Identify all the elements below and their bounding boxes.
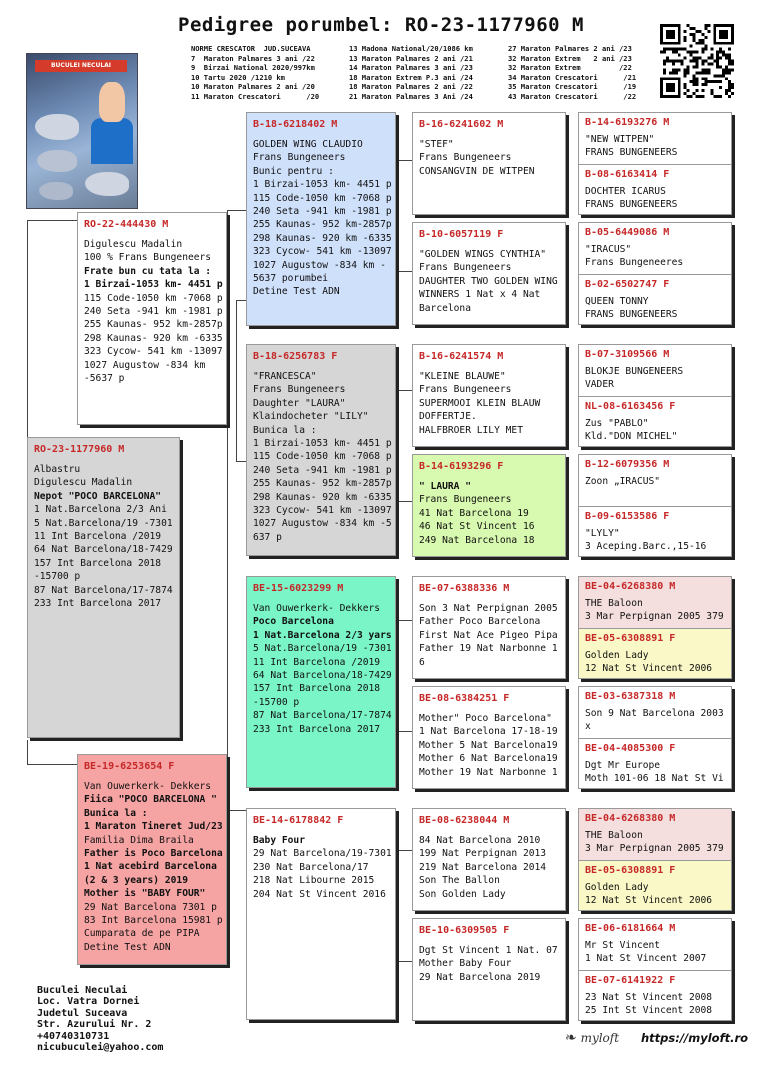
card-line: Son The Ballon [419, 875, 500, 887]
result-line: 13 Madona National/20/1086 km [349, 44, 473, 53]
card-line: 323 Cycow- 541 km -13097 [253, 246, 392, 258]
contact-email[interactable]: nicubuculei@yahoo.com [37, 1042, 164, 1054]
card-line: "LYLY" [585, 528, 620, 539]
ring-number: B-07-3109566 M [585, 349, 670, 360]
ancestor-male [579, 577, 731, 628]
grandfather-maternal-card [246, 576, 396, 788]
breeder-contact [37, 985, 163, 1053]
result-line: 21 Maraton Palmares 3 Ani /24 [349, 91, 473, 101]
ring-number: BE-05-6308891 F [585, 633, 676, 644]
pigeon-card [27, 437, 180, 738]
card-line: 233 Int Barcelona 2017 [34, 598, 162, 610]
ring-number: BE-06-6181664 M [585, 923, 676, 934]
card-line: 3 Aceping.Barc.,15-16 [585, 541, 707, 553]
ring-number: BE-14-6178842 F [253, 815, 344, 826]
ring-number: BE-04-6268380 M [585, 581, 676, 592]
card-line: 323 Cycow- 541 km -13097 [253, 505, 392, 517]
card-line: 11 Int Barcelona /2019 [253, 656, 381, 668]
card-line: 240 Seta -941 km -1981 p [253, 464, 392, 476]
ring-number: B-18-6256783 F [253, 351, 338, 362]
ring-number: B-08-6163414 F [585, 169, 670, 180]
card-line: 29 Nat Barcelona 7301 p [84, 901, 217, 913]
ring-number: RO-23-1177960 M [34, 444, 125, 455]
card-line: 11 Int Barcelona /2019 [34, 531, 162, 543]
card-line: Son Golden Lady [419, 888, 506, 900]
great-grandparent-card [412, 918, 566, 1021]
card-line: THE Baloon [585, 830, 643, 841]
ancestor-female [579, 396, 731, 447]
card-line: 1027 Augustow -834 km [84, 359, 206, 371]
card-line: 1027 Augustow -834 km -5 [253, 518, 392, 530]
card-line: 1 Nat St Vincent 2007 [585, 953, 707, 965]
card-line: Frans Bungeneers [419, 494, 512, 506]
card-line: 5637 porumbei [253, 273, 329, 285]
ancestor-pair-card [578, 454, 732, 557]
ring-number: BE-19-6253654 F [84, 761, 175, 772]
card-line: Bunic pentru : [253, 165, 334, 177]
dove-icon: ❧ [565, 1030, 577, 1046]
ring-number: BE-10-6309505 F [419, 925, 510, 936]
result-line: 32 Maraton Extrem 2 ani /23 [508, 53, 632, 63]
card-line: Mother 6 Nat Barcelona19 [419, 753, 558, 765]
card-line: 1 Nat.Barcelona 2/3 Ani [34, 504, 167, 516]
ancestor-pair-card [578, 686, 732, 789]
ancestor-female [579, 628, 731, 679]
card-line: Klaindocheter "LILY" [253, 411, 369, 423]
card-line: 323 Cycow- 541 km -13097 [84, 346, 223, 358]
great-grandparent-card [412, 344, 566, 447]
card-line: 255 Kaunas- 952 km-2857p [253, 219, 392, 231]
ancestor-female [579, 970, 731, 1021]
great-grandparent-card [412, 454, 566, 557]
grandmother-paternal-card [246, 344, 396, 556]
card-line: 87 Nat Barcelona/17-7874 [34, 584, 173, 596]
card-line: 230 Nat Barcelona/17 [253, 861, 369, 873]
card-line: Van Ouwerkerk- Dekkers [253, 603, 381, 614]
qr-code-icon [660, 22, 734, 100]
card-line: HALFBROER LILY MET [419, 424, 523, 436]
card-line: 12 Nat St Vincent 2006 [585, 663, 713, 675]
card-line: Son 9 Nat Barcelona 2003 [585, 708, 724, 719]
card-line: Van Ouwerkerk- Dekkers [84, 781, 212, 792]
card-line: 1 Nat.Barcelona 2/3 yars [253, 629, 392, 641]
card-line: Zus "PABLO" [585, 418, 649, 429]
great-grandparent-card [412, 808, 566, 911]
card-line: 25 Int St Vincent 2008 [585, 1005, 713, 1017]
myloft-logo [565, 1030, 619, 1046]
card-line: 637 p [253, 531, 282, 543]
card-line: 5 Nat.Barcelona/19 -7301 [253, 643, 392, 655]
card-line: Father Poco Barcelona [419, 616, 541, 628]
card-line: "GOLDEN WINGS CYNTHIA" [419, 249, 547, 260]
ancestor-female [579, 164, 731, 215]
result-line: 27 Maraton Palmares 2 ani /23 [508, 44, 632, 53]
photo-banner: BUCULEI NECULAI [35, 60, 127, 72]
great-grandparent-card [412, 686, 566, 789]
card-line: 240 Seta -941 km -1981 p [253, 206, 392, 218]
card-line: Daughter "LAURA" [253, 397, 346, 409]
card-line: Poco Barcelona [253, 616, 334, 628]
results-column-2 [349, 44, 473, 101]
result-line: 34 Maraton Crescatori /21 [508, 72, 637, 82]
card-line: 3 Mar Perpignan 2005 379 [585, 611, 724, 623]
card-line: 255 Kaunas- 952 km-2857p [253, 478, 392, 490]
grandfather-paternal-card [246, 112, 396, 326]
result-line: NORME CRESCATOR JUD.SUCEAVA [191, 44, 311, 53]
result-line: 43 Maraton Crescatori /22 [508, 91, 637, 101]
breeder-photo [26, 53, 138, 209]
father-card [77, 212, 227, 425]
card-line: QUEEN TONNY [585, 296, 649, 307]
contact-county: Judetul Suceava [37, 1007, 128, 1019]
website-link[interactable]: https://myloft.ro [641, 1031, 749, 1045]
card-line: 5 Nat.Barcelona/19 -7301 [34, 517, 173, 529]
ancestor-pair-card [578, 112, 732, 215]
card-line: Zoon „IRACUS" [585, 476, 661, 487]
card-line: 218 Nat Libourne 2015 [253, 875, 375, 887]
card-line: 83 Int Barcelona 15981 p [84, 915, 223, 927]
great-grandparent-card [412, 576, 566, 679]
result-line: 11 Maraton Crescatori /20 [191, 91, 320, 101]
ancestor-pair-card [578, 808, 732, 911]
card-line: "FRANCESCA" [253, 371, 317, 382]
card-line: Frans Bungeneers [419, 384, 512, 396]
card-line: Nepot "POCO BARCELONA" [34, 490, 162, 502]
contact-name: Buculei Neculai [37, 985, 128, 996]
card-line: 1 Nat Barcelona 17-18-19 [419, 726, 558, 738]
card-line: Frans Bungeneeres [585, 257, 684, 269]
ring-number: BE-08-6384251 F [419, 693, 510, 704]
card-line: Familia Dima Braila [84, 834, 194, 846]
result-line: 9 Birzai National 2020/997km [191, 63, 315, 72]
card-line: 115 Code-1050 km -7068 p [253, 451, 392, 463]
card-line: Dgt St Vincent 1 Nat. 07 [419, 945, 558, 956]
card-line: DOFFERTJE. [419, 411, 477, 423]
ring-number: BE-04-4085300 F [585, 743, 676, 754]
card-line: FRANS BUNGENEERS [585, 309, 678, 321]
card-line: 115 Code-1050 km -7068 p [84, 292, 223, 304]
ancestor-male [579, 919, 731, 970]
ring-number: RO-22-444430 M [84, 219, 169, 230]
card-line: 157 Int Barcelona 2018 [34, 557, 162, 569]
ring-number: B-02-6502747 F [585, 279, 670, 290]
card-line: Mother Baby Four [419, 958, 512, 970]
card-line: 219 Nat Barcelona 2014 [419, 861, 547, 873]
result-line: 7 Maraton Palmares 3 ani /22 [191, 53, 315, 63]
card-line: 1 Maraton Tineret Jud/23 [84, 821, 223, 833]
card-line: -5637 p [84, 373, 125, 385]
card-line: Barcelona [419, 302, 471, 314]
card-line: Detine Test ADN [253, 286, 340, 298]
card-line: BLOKJE BUNGENEERS [585, 366, 684, 377]
card-line: 255 Kaunas- 952 km-2857p [84, 319, 223, 331]
card-line: FRANS BUNGENEERS [585, 199, 678, 211]
card-line: Albastru [34, 464, 81, 475]
contact-locality: Loc. Vatra Dornei [37, 996, 140, 1008]
result-line: 14 Maraton Palmares 3 ani /23 [349, 63, 473, 72]
ancestor-pair-card [578, 222, 732, 325]
card-line: 12 Nat St Vincent 2006 [585, 895, 713, 907]
card-line: Son 3 Nat Perpignan 2005 [419, 603, 558, 614]
ring-number: BE-03-6387318 M [585, 691, 676, 702]
logo-text: myloft [580, 1031, 620, 1045]
card-line: "STEF" [419, 139, 454, 150]
card-line: 298 Kaunas- 920 km -6335 [253, 491, 392, 503]
card-line: DAUGHTER TWO GOLDEN WING [419, 275, 558, 287]
card-line: 1 Birzai-1053 km- 4451 p [253, 179, 392, 191]
card-line: Bunica la : [84, 807, 148, 819]
ring-number: BE-05-6308891 F [585, 865, 676, 876]
card-line: 87 Nat Barcelona/17-7874 [253, 710, 392, 722]
card-line: 64 Nat Barcelona/18-7429 [253, 670, 392, 682]
ring-number: BE-08-6238044 M [419, 815, 510, 826]
ancestor-pair-card [578, 576, 732, 679]
card-line: "NEW WITPEN" [585, 134, 655, 145]
card-line: 6 [419, 656, 425, 668]
ring-number: BE-07-6388336 M [419, 583, 510, 594]
card-line: Mother" Poco Barcelona" [419, 713, 552, 724]
card-line: 1 Birzai-1053 km- 4451 p [84, 279, 223, 291]
results-column-3 [508, 44, 636, 101]
card-line: SUPERMOOI KLEIN BLAUW [419, 397, 541, 409]
ancestor-female [579, 860, 731, 911]
card-line: Frans Bungeneers [253, 384, 346, 396]
ring-number: B-05-6449086 M [585, 227, 670, 238]
card-line: 1 Nat acebird Barcelona [84, 861, 217, 873]
card-line: x [585, 721, 591, 733]
card-line: Father is Poco Barcelona [84, 848, 223, 860]
card-line: 64 Nat Barcelona/18-7429 [34, 544, 173, 556]
card-line: Cumparata de pe PIPA [84, 928, 200, 940]
ancestor-female [579, 506, 731, 557]
card-line: Baby Four [253, 835, 305, 846]
card-line: Digulescu Madalin [84, 239, 183, 250]
card-line: Mother 19 Nat Narbonne 1 [419, 766, 558, 778]
results-column-1 [191, 44, 319, 101]
card-line: 1 Birzai-1053 km- 4451 p [253, 438, 392, 450]
card-line: "KLEINE BLAUWE" [419, 371, 506, 382]
card-line: Father 19 Nat Narbonne 1 [419, 643, 558, 655]
ring-number: B-18-6218402 M [253, 119, 338, 130]
result-line: 10 Tartu 2020 /1210 km [191, 72, 285, 82]
card-line: 298 Kaunas- 920 km -6335 [253, 232, 392, 244]
ancestor-male [579, 345, 731, 396]
card-line: 23 Nat St Vincent 2008 [585, 992, 713, 1003]
ancestor-male [579, 455, 731, 506]
card-line: Golden Lady [585, 882, 649, 893]
card-line: Frans Bungeneers [419, 262, 512, 274]
card-line: 240 Seta -941 km -1981 p [84, 306, 223, 318]
ring-number: B-14-6193296 F [419, 461, 504, 472]
card-line: CONSANGVIN DE WITPEN [419, 165, 535, 177]
ancestor-female [579, 274, 731, 325]
card-line: 41 Nat Barcelona 19 [419, 507, 529, 519]
card-line: Detine Test ADN [84, 941, 171, 953]
result-line: 18 Maraton Palmares 2 ani /22 [349, 82, 473, 91]
card-line: Kld."DON MICHEL" [585, 431, 678, 443]
card-line: 29 Nat Barcelona 2019 [419, 971, 541, 983]
card-line: Mother 5 Nat Barcelona19 [419, 739, 558, 751]
card-line: Moth 101-06 18 Nat St Vi [585, 773, 724, 785]
ring-number: B-09-6153586 F [585, 511, 670, 522]
card-line: First Nat Ace Pigeo Pipa [419, 629, 558, 641]
card-line: "IRACUS" [585, 244, 632, 255]
card-line: Dgt Mr Europe [585, 760, 661, 771]
card-line: 29 Nat Barcelona/19-7301 [253, 848, 392, 860]
ring-number: B-14-6193276 M [585, 117, 670, 128]
card-line: 1027 Augustow -834 km - [253, 259, 386, 271]
ancestor-male [579, 223, 731, 274]
contact-phone: +40740310731 [37, 1030, 110, 1042]
card-line: (2 & 3 years) 2019 [84, 874, 188, 886]
card-line: 84 Nat Barcelona 2010 [419, 835, 541, 846]
grandmother-maternal-card [246, 808, 396, 1020]
card-line: " LAURA " [419, 481, 471, 492]
card-line: 115 Code-1050 km -7068 p [253, 192, 392, 204]
card-line: 157 Int Barcelona 2018 [253, 683, 381, 695]
ring-number: NL-08-6163456 F [585, 401, 676, 412]
card-line: Mr St Vincent [585, 940, 661, 951]
card-line: 298 Kaunas- 920 km -6335 [84, 332, 223, 344]
ring-number: B-16-6241602 M [419, 119, 504, 130]
ancestor-pair-card [578, 344, 732, 447]
ring-number: BE-15-6023299 M [253, 583, 344, 594]
card-line: 100 % Frans Bungeneers [84, 252, 212, 264]
ring-number: BE-04-6268380 M [585, 813, 676, 824]
card-line: FRANS BUNGENEERS [585, 147, 678, 159]
page-title: Pedigree porumbel: RO-23-1177960 M [178, 14, 584, 36]
card-line: -15700 p [253, 696, 300, 708]
card-line: Golden Lady [585, 650, 649, 661]
card-line: Bunica la : [253, 424, 317, 436]
ring-number: B-10-6057119 F [419, 229, 504, 240]
card-line: Frate bun cu tata la : [84, 265, 212, 277]
result-line: 35 Maraton Crescatori /19 [508, 82, 637, 91]
ring-number: B-12-6079356 M [585, 459, 670, 470]
card-line: 204 Nat St Vincent 2016 [253, 888, 386, 900]
ancestor-male [579, 113, 731, 164]
card-line: THE Baloon [585, 598, 643, 609]
card-line: 233 Int Barcelona 2017 [253, 723, 381, 735]
card-line: VADER [585, 379, 614, 391]
result-line: 10 Maraton Palmares 2 ani /20 [191, 82, 315, 91]
great-grandparent-card [412, 112, 566, 215]
card-line: GOLDEN WING CLAUDIO [253, 139, 363, 150]
result-line: 32 Maraton Extrem /22 [508, 63, 632, 72]
card-line: 199 Nat Perpignan 2013 [419, 848, 547, 860]
ancestor-pair-card [578, 918, 732, 1021]
contact-street: Str. Azurului Nr. 2 [37, 1019, 152, 1031]
card-line: Frans Bungeneers [253, 152, 346, 164]
card-line: Mother is "BABY FOUR" [84, 888, 206, 900]
card-line: 249 Nat Barcelona 18 [419, 534, 535, 546]
great-grandparent-card [412, 222, 566, 325]
mother-card [77, 754, 227, 965]
card-line: Frans Bungeneers [419, 152, 512, 164]
ring-number: B-16-6241574 M [419, 351, 504, 362]
result-line: 13 Maraton Palmares 2 ani /21 [349, 53, 473, 63]
card-line: 3 Mar Perpignan 2005 379 [585, 843, 724, 855]
ring-number: BE-07-6141922 F [585, 975, 676, 986]
ancestor-male [579, 687, 731, 738]
result-line: 18 Maraton Extrem P.3 ani /24 [349, 72, 473, 82]
ancestor-male [579, 809, 731, 860]
card-line: -15700 p [34, 571, 81, 583]
ancestor-female [579, 738, 731, 789]
card-line: 46 Nat St Vincent 16 [419, 521, 535, 533]
card-line: DOCHTER ICARUS [585, 186, 666, 197]
card-line: WINNERS 1 Nat x 4 Nat [419, 289, 541, 301]
card-line: Fiica "POCO BARCELONA " [84, 794, 217, 806]
card-line: Digulescu Madalin [34, 477, 133, 489]
